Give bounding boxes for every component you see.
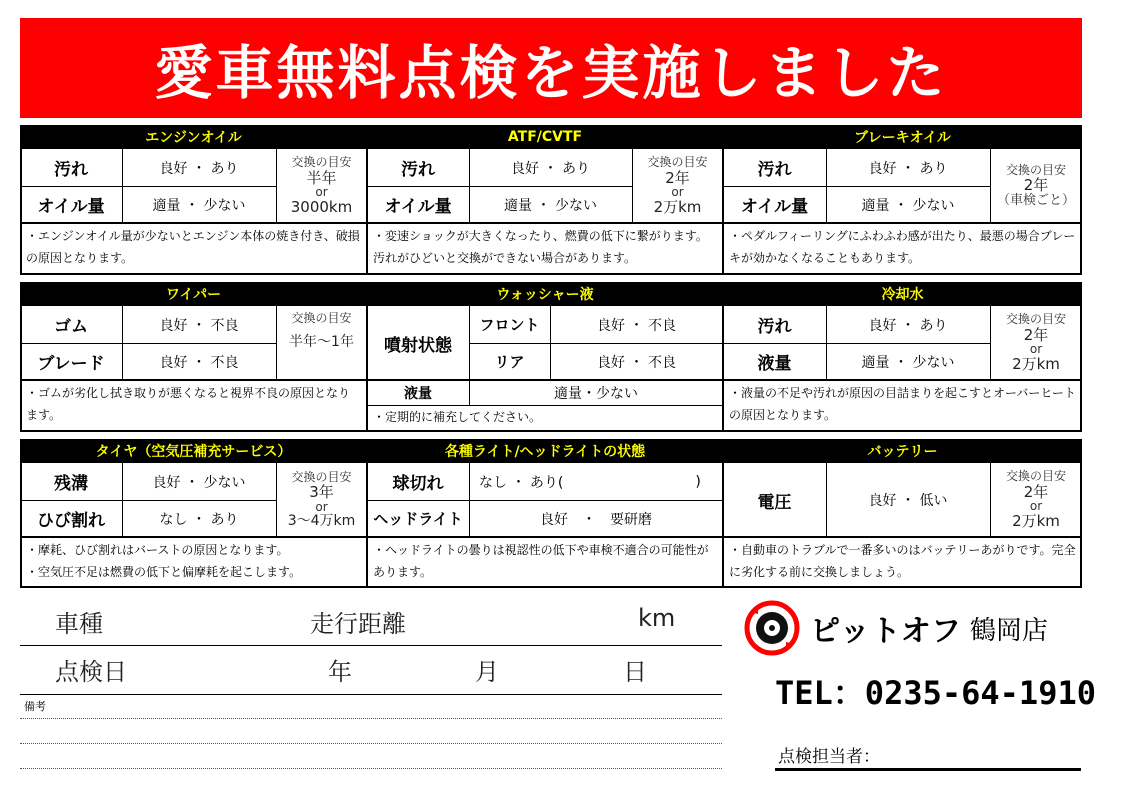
lights-bulb-value-text: なし ・ あり( <box>479 474 564 491</box>
atf-dirt-label: 汚れ <box>401 160 435 180</box>
lights-bulb-value <box>469 463 723 500</box>
guide-or: or <box>671 185 684 199</box>
brake-amount-value: 適量 ・ 少ない <box>861 197 955 214</box>
tire-note <box>20 537 367 587</box>
guide-value: 2年 <box>665 168 690 187</box>
washer-amount-value: 適量・少ない <box>554 385 638 402</box>
atf-note: ・変速ショックが大きくなったり、燃費の低下に繋がります。汚れがひどいと交換ができない場合があります。 <box>373 229 708 265</box>
battery-header: バッテリー <box>723 439 1082 463</box>
lights-headlight-label: ヘッドライト <box>373 510 463 528</box>
wiper-blade-label: ブレード <box>37 354 105 374</box>
brake-oil-header: ブレーキオイル <box>723 125 1082 149</box>
guide-or: or <box>315 499 328 514</box>
remarks-label: 備考 <box>24 700 46 713</box>
coolant-guide <box>990 306 1082 380</box>
shop-logo <box>744 598 1074 658</box>
coolant-amount-value: 適量 ・ 少ない <box>861 354 955 371</box>
lights-header: 各種ライト/ヘッドライトの状態 <box>367 439 723 463</box>
coolant-note: ・液量の不足や汚れが原因の目詰まりを起こすとオーバーヒートの原因となります。 <box>729 386 1076 422</box>
tire-tread-value: 良好 ・ 少ない <box>152 474 246 491</box>
engine-oil-amount-label: オイル量 <box>37 197 105 217</box>
battery-voltage-label: 電圧 <box>757 492 792 513</box>
guide-title: 交換の目安 <box>291 311 352 325</box>
atf-header: ATF/CVTF <box>367 125 723 149</box>
month-unit: 月 <box>475 658 499 686</box>
staff-label: 点検担当者： <box>778 747 880 767</box>
washer-front-value: 良好 ・ 不良 <box>597 317 676 334</box>
lights-headlight-value: 良好 ・ 要研磨 <box>540 511 652 528</box>
guide-value2: 2万km <box>1012 512 1060 531</box>
coolant-amount-label: 液量 <box>757 354 792 374</box>
tire-header: タイヤ（空気圧補充サービス） <box>20 439 367 463</box>
shop-store: 鶴岡店 <box>970 615 1049 646</box>
guide-value: 2年 <box>1023 325 1049 344</box>
atf-amount-value: 適量 ・ 少ない <box>504 197 597 214</box>
guide-value: 2年 <box>1023 176 1049 195</box>
washer-spray-label: 噴射状態 <box>384 335 452 356</box>
washer-rear-value: 良好 ・ 不良 <box>597 354 676 371</box>
guide-value: 半年 <box>306 168 337 187</box>
guide-title: 交換の目安 <box>291 469 352 484</box>
washer-front-label: フロント <box>479 316 540 334</box>
engine-oil-dirt-label: 汚れ <box>54 160 88 180</box>
guide-title: 交換の目安 <box>1005 163 1066 177</box>
guide-value: 3年 <box>309 483 334 502</box>
atf-dirt-value: 良好 ・ あり <box>511 160 590 177</box>
guide-title: 交換の目安 <box>291 155 352 170</box>
tire-crack-value: なし ・ あり <box>159 511 239 528</box>
battery-guide <box>990 463 1082 537</box>
engine-oil-note: ・エンジンオイル量が少ないとエンジン本体の焼き付き、破損の原因となります。 <box>26 229 360 265</box>
guide-title: 交換の目安 <box>1005 469 1066 484</box>
wiper-rubber-label: ゴム <box>54 317 88 337</box>
brake-dirt-value: 良好 ・ あり <box>868 160 948 177</box>
lights-note: ・ヘッドライトの曇りは視認性の低下や車検不適合の可能性があります。 <box>373 543 709 579</box>
guide-title: 交換の目安 <box>1005 312 1066 327</box>
guide-title: 交換の目安 <box>647 155 708 170</box>
mileage-label: 走行距離 <box>310 610 406 638</box>
km-unit: km <box>638 604 676 632</box>
shop-tel: TEL：0235-64-1910 <box>775 674 1096 712</box>
washer-amount-label: 液量 <box>404 385 432 402</box>
tire-logo-icon <box>744 600 800 656</box>
tire-note-2: ・空気圧不足は燃費の低下と偏摩耗を起こします。 <box>26 565 302 579</box>
coolant-header: 冷却水 <box>723 282 1082 306</box>
wiper-header: ワイパー <box>20 282 367 306</box>
wiper-note: ・ゴムが劣化し拭き取りが悪くなると視界不良の原因となります。 <box>26 386 351 422</box>
lights-bulb-label: 球切れ <box>392 474 444 494</box>
guide-or: or <box>315 185 328 199</box>
wiper-rubber-value: 良好 ・ 不良 <box>159 317 239 334</box>
brake-dirt-label: 汚れ <box>757 160 792 180</box>
guide-or: or <box>1029 499 1043 513</box>
day-unit: 日 <box>623 658 647 686</box>
washer-rear-label: リア <box>494 353 525 371</box>
brake-amount-label: オイル量 <box>740 197 809 217</box>
atf-amount-label: オイル量 <box>384 197 452 217</box>
page-title: 愛車無料点検を実施しました <box>154 39 948 107</box>
brake-guide <box>990 149 1082 223</box>
car-type-label: 車種 <box>55 610 103 638</box>
engine-oil-guide <box>276 149 367 223</box>
guide-value: 2年 <box>1023 482 1049 501</box>
engine-oil-dirt-value: 良好 ・ あり <box>159 160 239 177</box>
brake-note: ・ペダルフィーリングにふわふわ感が出たり、最悪の場合ブレーキが効かなくなることもあります。 <box>729 229 1076 265</box>
guide-value2: 3000km <box>290 198 353 217</box>
engine-oil-header: エンジンオイル <box>20 125 367 149</box>
engine-oil-amount-value: 適量 ・ 少ない <box>152 197 246 214</box>
title-banner <box>20 18 1082 118</box>
guide-value2: 2万km <box>653 198 702 217</box>
shop-name: ピットオフ <box>810 614 962 649</box>
tire-crack-label: ひび割れ <box>37 511 105 531</box>
year-unit: 年 <box>328 658 352 686</box>
washer-header: ウォッシャー液 <box>367 282 723 306</box>
wiper-guide <box>276 306 367 380</box>
tire-guide <box>276 463 367 537</box>
guide-value2: （車検ごと） <box>996 192 1075 208</box>
tire-tread-label: 残溝 <box>54 474 88 494</box>
guide-value2: 3～4万km <box>287 512 356 529</box>
coolant-dirt-label: 汚れ <box>757 317 792 337</box>
guide-or: or <box>1029 342 1043 356</box>
coolant-dirt-value: 良好 ・ あり <box>868 317 948 334</box>
guide-value: 半年～1年 <box>289 334 354 351</box>
tire-note-1: ・摩耗、ひび割れはバーストの原因となります。 <box>26 543 289 557</box>
battery-note: ・自動車のトラブルで一番多いのはバッテリーあがりです。完全に劣化する前に交換しましょう。 <box>729 543 1076 579</box>
lights-bulb-close: ) <box>695 473 701 490</box>
washer-note: ・定期的に補充してください。 <box>373 410 542 424</box>
guide-value2: 2万km <box>1012 355 1060 374</box>
wiper-blade-value: 良好 ・ 不良 <box>159 354 239 371</box>
date-label: 点検日 <box>55 658 127 686</box>
battery-voltage-value: 良好 ・ 低い <box>868 493 948 509</box>
atf-guide <box>632 149 723 223</box>
